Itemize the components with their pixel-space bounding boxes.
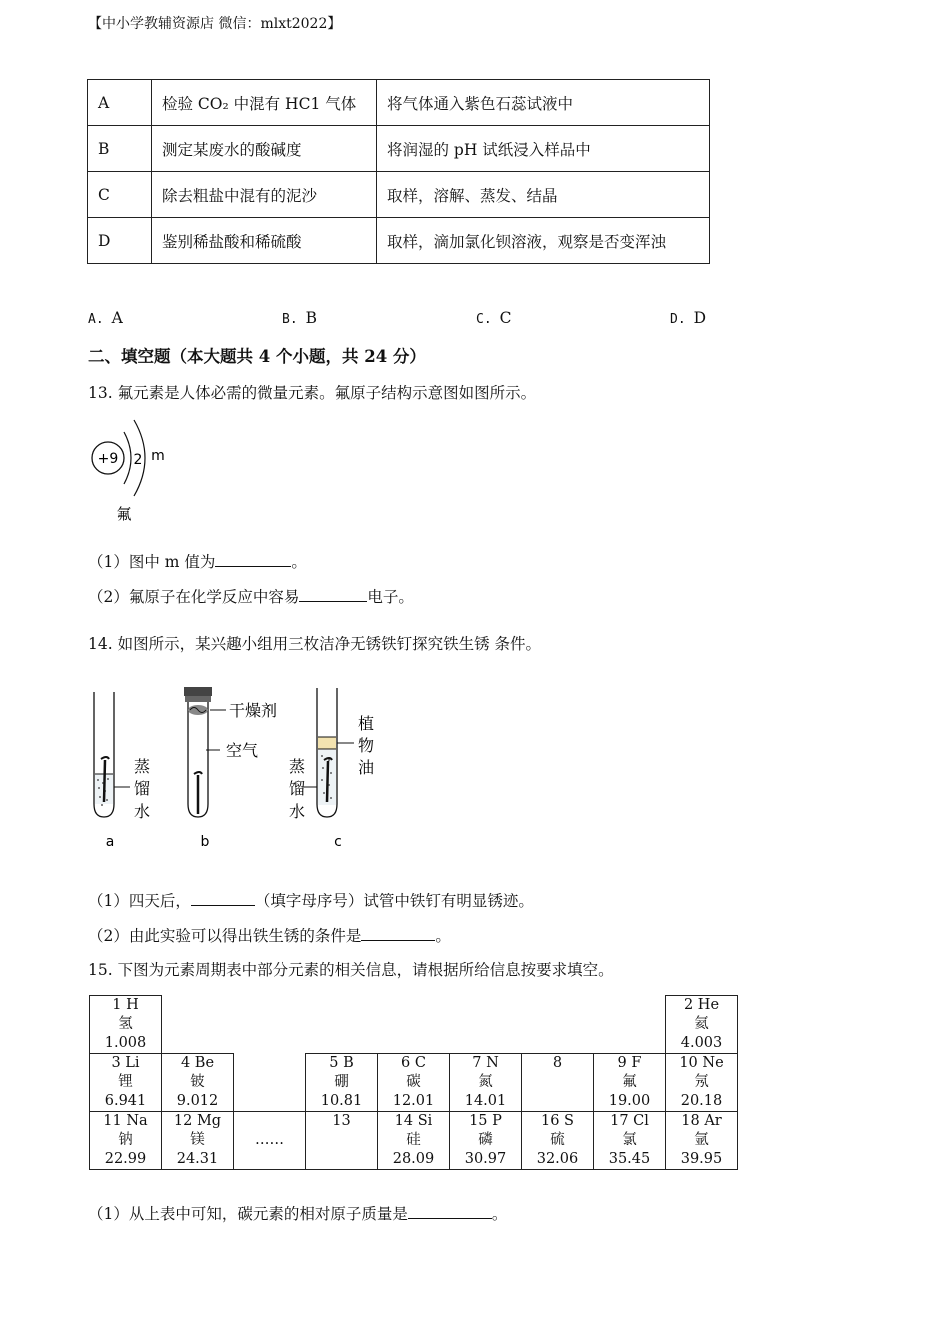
choice-a[interactable] [88,309,123,327]
q13-part1 [88,550,307,572]
q14-part2-text: （2）由此实验可以得出铁生锈的条件是 [88,927,362,945]
element-mass: 32.06 [536,1151,579,1167]
inner-shell-arc [124,432,131,484]
element-name: 钠 [118,1132,133,1148]
rust-experiment-diagram [88,684,408,854]
q14-part1-text: （1）四天后， [88,892,191,910]
choice-text: C [499,309,512,327]
element-name: 镁 [190,1132,205,1148]
table-row [90,1054,738,1112]
nail-head [101,757,109,759]
water-label-a-2: 馏 [133,779,151,798]
element-top: 9 F [617,1055,642,1071]
element-top: 5 B [329,1055,354,1071]
option-table [87,79,710,264]
table-row [90,996,738,1054]
element-name: 磷 [478,1132,493,1148]
choice-prefix: A. [88,312,104,327]
oil-label-3: 油 [357,758,375,777]
q15-part1-text: （1）从上表中可知，碳元素的相对原子质量是 [88,1205,408,1223]
inner-electrons: 2 [133,452,143,468]
element-cell-h [90,996,162,1054]
oil-label-2: 物 [357,736,375,755]
q13-part2 [88,585,414,607]
element-mass: 19.00 [608,1093,651,1109]
element-top: 3 Li [111,1055,140,1071]
table-row [88,80,710,126]
q13-part1-end: 。 [291,553,307,571]
answer-blank[interactable] [215,552,291,567]
element-name: 氢 [118,1016,133,1032]
q14-part2 [88,924,451,946]
table-row [88,172,710,218]
element-top: 10 Ne [679,1055,724,1071]
ellipsis-cell [234,1112,306,1170]
element-cell-na [90,1112,162,1170]
element-top: 17 Cl [610,1113,649,1129]
element-mass: 4.003 [680,1035,723,1051]
choice-prefix: C. [476,312,492,327]
element-top: 6 C [401,1055,426,1071]
table-row [88,218,710,264]
element-mass: 20.18 [680,1093,723,1109]
element-top: 8 [552,1055,563,1071]
element-cell-n [450,1054,522,1112]
element-top: 13 [332,1113,351,1129]
element-name: 氩 [694,1132,709,1148]
tube-label-c: c [334,834,342,850]
answer-blank[interactable] [361,926,435,941]
q15-part1-end: 。 [491,1205,508,1223]
q14-part1-end: （填字母序号）试管中铁钉有明显锈迹。 [254,892,534,910]
element-mass: 24.31 [176,1151,219,1167]
test-tube-a [94,692,130,817]
choice-d[interactable] [670,309,706,327]
fluorine-atom-diagram [88,412,198,527]
q14-part1 [88,889,534,911]
desiccant-label: 干燥剂 [229,701,278,720]
element-mass: 28.09 [392,1151,435,1167]
element-name: 氖 [694,1074,709,1090]
answer-blank[interactable] [299,587,367,602]
q13-part2-end: 电子。 [367,588,414,606]
oil-label-1: 植 [357,714,375,733]
row-letter: C [88,172,152,218]
nail [104,760,105,802]
row-experiment: 测定某废水的酸碱度 [152,126,377,172]
answer-blank[interactable] [191,891,255,906]
element-top: 4 Be [180,1055,215,1071]
stopper [184,687,212,696]
choice-prefix: B. [282,312,298,327]
choice-c[interactable] [476,309,512,327]
choice-prefix: D. [670,312,686,327]
element-cell-he [666,996,738,1054]
q15-part1 [88,1202,507,1224]
element-cell-al [306,1112,378,1170]
element-cell-be [162,1054,234,1112]
element-mass: 30.97 [464,1151,507,1167]
element-cell-li [90,1054,162,1112]
element-top: 1 H [112,997,139,1013]
element-mass: 6.941 [104,1093,147,1109]
nucleus-charge: +9 [97,451,119,467]
element-name: 碳 [406,1074,421,1090]
element-mass: 39.95 [680,1151,723,1167]
atom-label: 氟 [116,505,132,523]
tube-label-b: b [200,834,210,850]
row-letter: B [88,126,152,172]
element-name: 氯 [622,1132,637,1148]
element-mass: 10.81 [320,1093,363,1109]
row-experiment: 检验 CO₂ 中混有 HC1 气体 [152,80,377,126]
answer-blank[interactable] [408,1204,492,1219]
water-label-a-3: 水 [133,802,151,821]
element-name: 硫 [550,1132,565,1148]
element-cell-si [378,1112,450,1170]
element-top: 12 Mg [173,1113,222,1129]
element-cell-f [594,1054,666,1112]
element-cell-o [522,1054,594,1112]
element-name: 铍 [190,1074,205,1090]
element-name: 锂 [118,1074,133,1090]
tube-label-a: a [105,834,115,850]
test-tube-c [303,688,354,817]
test-tube-b [184,687,226,817]
row-method: 取样，滴加氯化钡溶液，观察是否变浑浊 [377,218,710,264]
oil-layer [318,737,336,749]
element-mass: 35.45 [608,1151,651,1167]
element-top: 2 He [683,997,720,1013]
outer-electrons: m [151,448,165,464]
element-top: 7 N [472,1055,499,1071]
q14-part2-end: 。 [435,927,451,945]
element-top: 18 Ar [681,1113,722,1129]
element-cell-s [522,1112,594,1170]
element-name: 硅 [406,1132,421,1148]
element-cell-p [450,1112,522,1170]
row-letter: A [88,80,152,126]
element-mass: 22.99 [104,1151,147,1167]
choice-b[interactable] [282,309,317,327]
row-experiment: 鉴别稀盐酸和稀硫酸 [152,218,377,264]
element-name: 氦 [694,1016,709,1032]
periodic-table [89,995,738,1170]
element-mass: 1.008 [104,1035,147,1051]
water-label-c-3: 水 [288,802,306,821]
element-top: 14 Si [394,1113,433,1129]
table-row [90,1112,738,1170]
element-top: 11 Na [103,1113,148,1129]
ellipsis: …… [255,1132,284,1148]
table-row [88,126,710,172]
nail [327,761,328,802]
water-label-a-1: 蒸 [133,757,151,776]
choice-text: A [111,309,123,327]
air-label: 空气 [226,741,259,760]
element-mass: 12.01 [392,1093,435,1109]
element-top: 15 P [469,1113,502,1129]
water-label-c-2: 馏 [288,779,306,798]
element-name: 硼 [334,1074,349,1090]
row-method: 将气体通入紫色石蕊试液中 [377,80,710,126]
element-mass: 9.012 [176,1093,219,1109]
row-method: 取样，溶解、蒸发、结晶 [377,172,710,218]
section-title: 二、填空题（本大题共 4 个小题，共 24 分） [88,347,426,366]
page-header: 【中小学教辅资源店 微信：mlxt2022】 [88,16,342,32]
q15-stem: 15. 下图为元素周期表中部分元素的相关信息，请根据所给信息按要求填空。 [88,961,614,979]
row-experiment: 除去粗盐中混有的泥沙 [152,172,377,218]
element-cell-b [306,1054,378,1112]
q13-part1-text: （1）图中 m 值为 [88,553,216,571]
element-cell-mg [162,1112,234,1170]
element-cell-ne [666,1054,738,1112]
element-cell-c [378,1054,450,1112]
element-name: 氟 [622,1074,637,1090]
q13-stem: 13. 氟元素是人体必需的微量元素。氟原子结构示意图如图所示。 [88,384,537,402]
choice-text: B [305,309,318,327]
q14-stem: 14. 如图所示，某兴趣小组用三枚洁净无锈铁钉探究铁生锈 条件。 [88,635,542,653]
water-label-c-1: 蒸 [288,757,306,776]
element-mass: 14.01 [464,1093,507,1109]
q13-part2-text: （2）氟原子在化学反应中容易 [88,588,300,606]
element-name: 氮 [478,1074,493,1090]
row-letter: D [88,218,152,264]
element-cell-cl [594,1112,666,1170]
element-cell-ar [666,1112,738,1170]
element-top: 16 S [541,1113,574,1129]
choice-text: D [693,309,707,327]
row-method: 将润湿的 pH 试纸浸入样品中 [377,126,710,172]
